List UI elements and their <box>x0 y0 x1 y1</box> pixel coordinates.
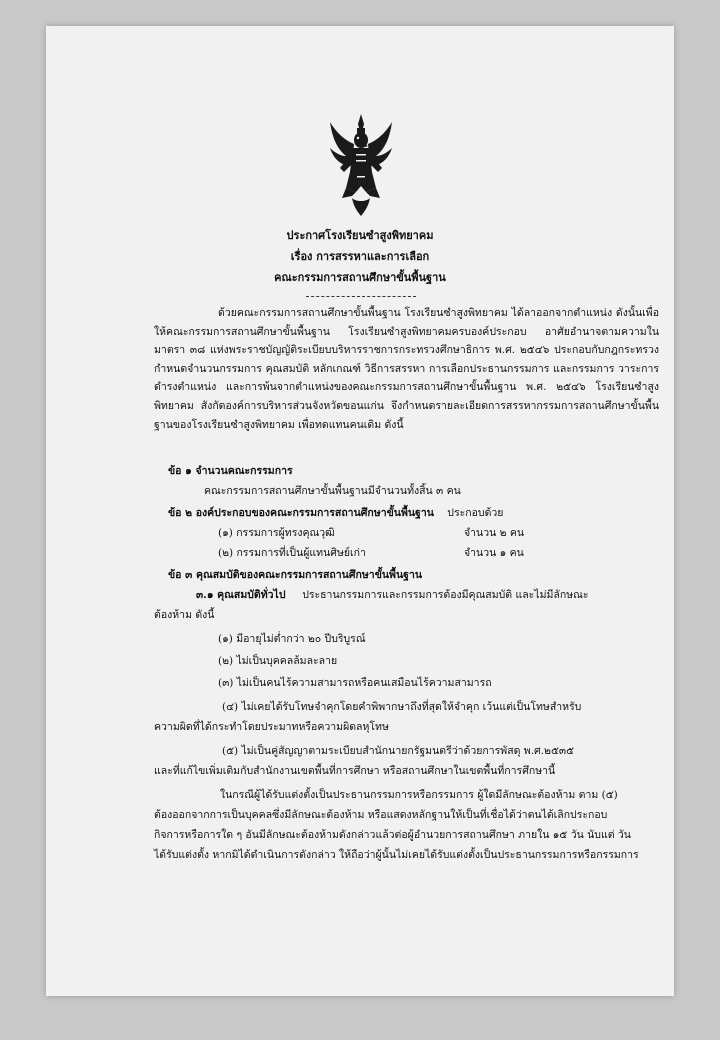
section-1-heading: ข้อ ๑ จำนวนคณะกรรมการ <box>168 465 293 477</box>
qualification-item: (๒) ไม่เป็นบุคคลล้มละลาย <box>218 655 338 667</box>
garuda-emblem-icon <box>326 112 396 222</box>
qualification-item-5-cont: และที่แก้ไขเพิ่มเติมกับสำนักงานเขตพื้นที่การศึกษา หรือสถานศึกษาในเขตพื้นที่การศึกษานี้ <box>154 765 556 777</box>
closing-line: กิจการหรือการใด ๆ อันมีลักษณะต้องห้ามดังกล่าวแล้วต่อผู้อำนวยการสถานศึกษา ภายใน ๑๕ วัน นับแต่ วัน <box>154 829 631 841</box>
section-2-item-count: จำนวน ๑ คน <box>464 547 524 559</box>
title-divider <box>306 296 416 297</box>
section-3-sub-row <box>196 586 589 603</box>
section-3-sub-text-cont: ต้องห้าม ดังนี้ <box>154 609 215 621</box>
closing-line: ได้รับแต่งตั้ง หากมิได้ดำเนินการดังกล่าว ให้ถือว่าผู้นั้นไม่เคยได้รับแต่งตั้งเป็นประธานกรรมการหรือกรรมการ <box>154 849 639 861</box>
announcement-subject-cont: คณะกรรมการสถานศึกษาขั้นพื้นฐาน <box>274 271 446 284</box>
section-2-item-count: จำนวน ๒ คน <box>464 527 525 539</box>
section-2-heading: ข้อ ๒ องค์ประกอบของคณะกรรมการสถานศึกษาขั้นพื้นฐาน <box>168 507 434 519</box>
intro-paragraph: ด้วยคณะกรรมการสถานศึกษาขั้นพื้นฐาน โรงเรียนซำสูงพิทยาคม ได้ลาออกจากตำแหน่ง ดังนั้นเพื่อให้คณะกรรมการสถานศึกษาขั้นพื้นฐาน โรงเรียนซำสูงพิทยาคมครบองค์ประกอบ อาศัยอำนาจตามความในมาตรา ๓๘ แห่งพระราชบัญญัติระเบียบบริหารราชการกระทรวงศึกษาธิการ พ.ศ. ๒๕๔๖ ประกอบกับกฎกระทรวงกำหนดจำนวนกรรมการ คุณสมบัติ หลักเกณฑ์ วิธีการสรรหา การเลือกประธานกรรมการ และกรรมการ วาระการดำรงตำแหน่ง และการพ้นจากตำแหน่งของคณะกรรมการสถานศึกษาขั้นพื้นฐาน พ.ศ. ๒๕๔๖ โรงเรียนซำสูงพิทยาคม สังกัดองค์การบริหารส่วนจังหวัดขอนแก่น จึงกำหนดรายละเอียดการสรรหากรรมการสถานศึกษาขั้นพื้นฐานของโรงเรียนซำสูงพิทยาคม เพื่อทดแทนคนเดิม ดังนี้ <box>154 307 659 431</box>
qualification-item-4-cont: ความผิดที่ได้กระทำโดยประมาทหรือความผิดลหุโทษ <box>154 721 389 733</box>
section-3-sub-text: ประธานกรรมการและกรรมการต้องมีคุณสมบัติ และไม่มีลักษณะ <box>302 589 589 601</box>
document-page <box>46 26 674 996</box>
section-2-item-label: (๒) กรรมการที่เป็นผู้แทนศิษย์เก่า <box>218 547 366 559</box>
section-2-heading-row <box>168 504 503 521</box>
section-3-heading: ข้อ ๓ คุณสมบัติของคณะกรรมการสถานศึกษาขั้นพื้นฐาน <box>168 569 423 581</box>
closing-line: ในกรณีผู้ได้รับแต่งตั้งเป็นประธานกรรมการหรือกรรมการ ผู้ใดมีลักษณะต้องห้าม ตาม (๕) <box>220 789 618 801</box>
section-2-item-label: (๑) กรรมการผู้ทรงคุณวุฒิ <box>218 527 335 539</box>
section-2-heading-suffix: ประกอบด้วย <box>447 507 504 519</box>
announcement-title: ประกาศโรงเรียนซำสูงพิทยาคม <box>286 229 434 242</box>
qualification-item-4: (๔) ไม่เคยได้รับโทษจำคุกโดยคำพิพากษาถึงที่สุดให้จำคุก เว้นแต่เป็นโทษสำหรับ <box>222 701 582 713</box>
closing-line: ต้องออกจากการเป็นบุคคลซึ่งมีลักษณะต้องห้าม หรือแสดงหลักฐานให้เป็นที่เชื่อได้ว่าตนได้เลิกประกอบ <box>154 809 608 821</box>
section-3-sub-heading: ๓.๑ คุณสมบัติทั่วไป <box>196 589 286 601</box>
qualification-item: (๑) มีอายุไม่ต่ำกว่า ๒๐ ปีบริบูรณ์ <box>218 633 366 645</box>
announcement-subject: เรื่อง การสรรหาและการเลือก <box>290 250 430 263</box>
qualification-item: (๓) ไม่เป็นคนไร้ความสามารถหรือคนเสมือนไร้ความสามารถ <box>218 677 492 689</box>
qualification-item-5: (๕) ไม่เป็นคู่สัญญาตามระเบียบสำนักนายกรัฐมนตรีว่าด้วยการพัสดุ พ.ศ.๒๕๓๕ <box>222 745 575 757</box>
section-1-body: คณะกรรมการสถานศึกษาขั้นพื้นฐานมีจำนวนทั้งสิ้น ๓ คน <box>204 485 461 497</box>
